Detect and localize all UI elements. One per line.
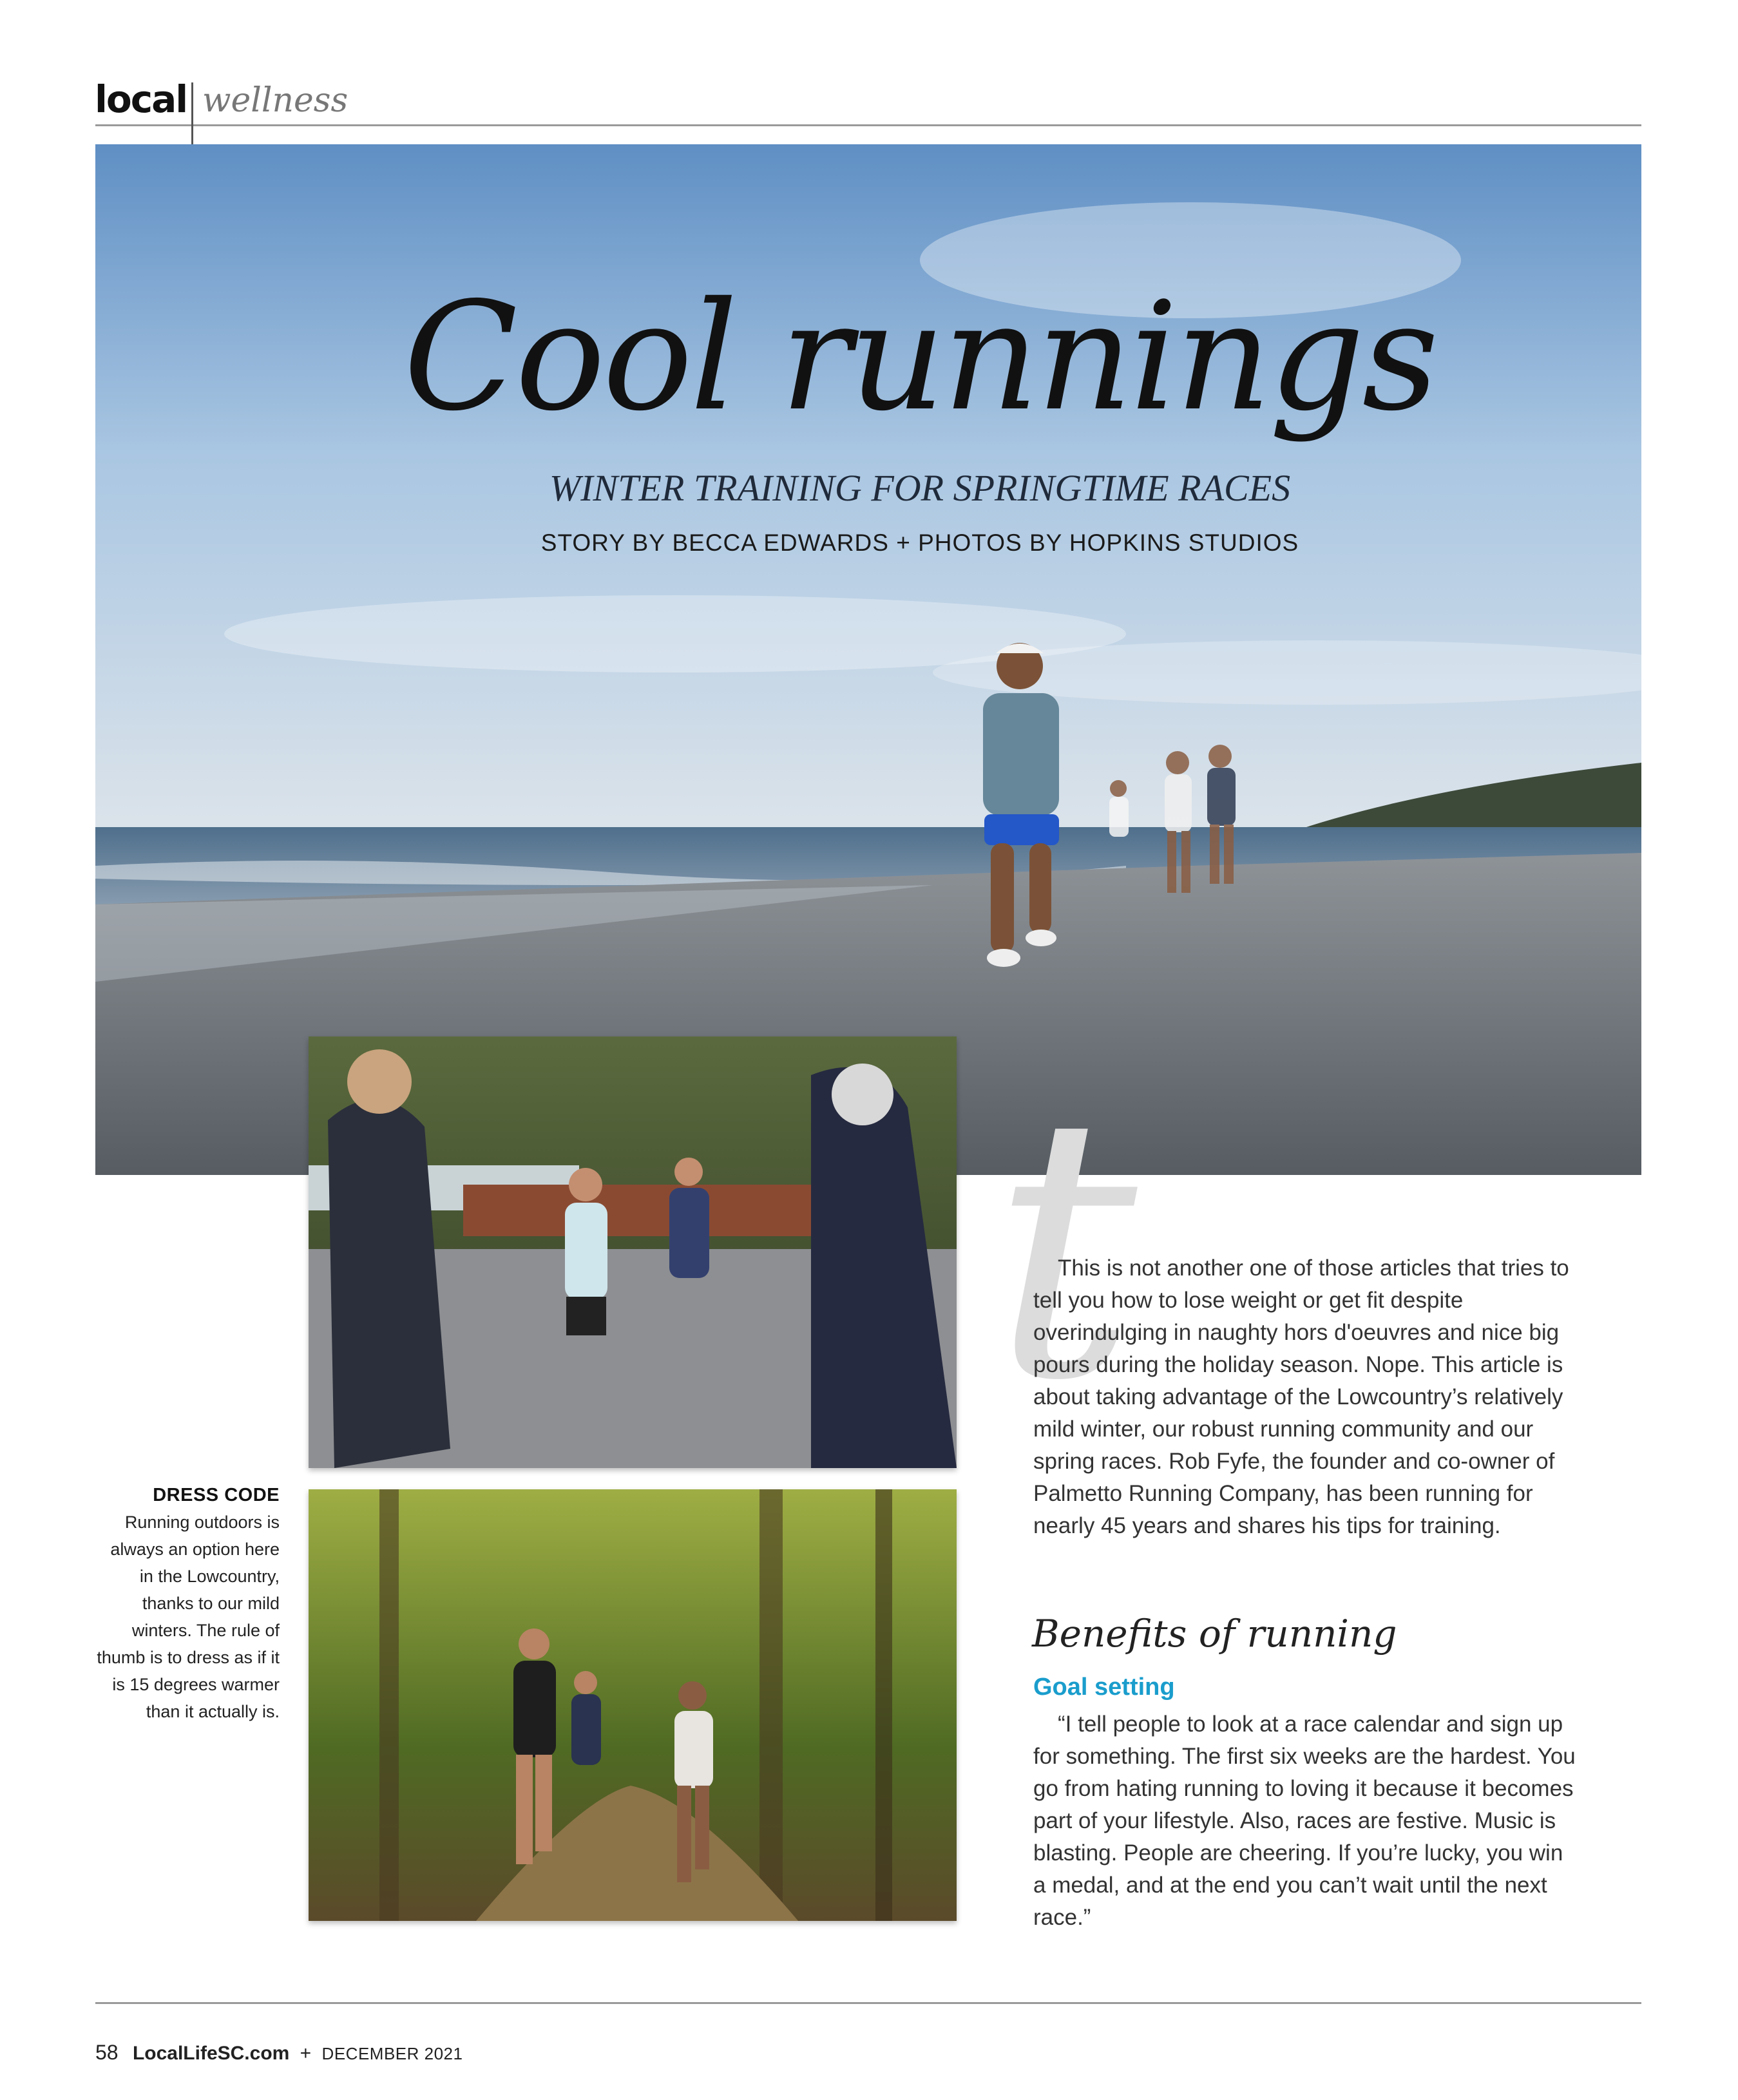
caption-heading: DRESS CODE [153, 1485, 280, 1505]
footer-site: LocalLifeSC.com [132, 2043, 290, 2064]
header-rule [95, 124, 1641, 126]
drop-cap: t [992, 1040, 1138, 1460]
footer-issue: DECEMBER 2021 [321, 2044, 463, 2063]
footer-rule [95, 2002, 1641, 2004]
hero-photo [95, 144, 1641, 1175]
trail-runners-photo [309, 1489, 957, 1921]
caption-text: Running outdoors is always an option here in the Lowcountry, thanks to our mild winters. The rule of thumb is to dress as if it is 15 degrees warmer than it actually is. [97, 1513, 280, 1721]
section-label: wellness [202, 81, 349, 120]
article-title: Cool runnings [403, 270, 1437, 444]
group-runners-photo [309, 1036, 957, 1468]
footer-separator: + [300, 2043, 312, 2064]
article-byline: STORY BY BECCA EDWARDS + PHOTOS BY HOPKINS STUDIOS [540, 530, 1299, 556]
section-heading: Benefits of running [1032, 1612, 1397, 1656]
article-subtitle: WINTER TRAINING FOR SPRINGTIME RACES [549, 467, 1291, 509]
quote-paragraph: “I tell people to look at a race calendar and sign up for something. The first six weeks are the hardest. You go from hating running to loving it because it becomes part of your lifestyle. Also, races are festive. Music is blasting. People are cheering. If you’re lucky, you win a medal, and at the end you can’t wait until the next race.” [1033, 1712, 1576, 1930]
page-number: 58 [95, 2041, 119, 2064]
footer [95, 2041, 463, 2065]
brand-logo: local [95, 77, 187, 121]
photo-caption [95, 1482, 280, 1725]
subheading: Goal setting [1033, 1674, 1175, 1701]
intro-paragraph: This is not another one of those articles that tries to tell you how to lose weight or get fit despite overindulging in naughty hors d'oeuvres and nice big pours during the holiday season. Nope. This article is about taking advantage of the Lowcountry’s relatively mild winter, our robust running community and our spring races. Rob Fyfe, the founder and co-owner of Palmetto Running Company, has been running for nearly 45 years and shares his tips for training. [1033, 1255, 1569, 1538]
